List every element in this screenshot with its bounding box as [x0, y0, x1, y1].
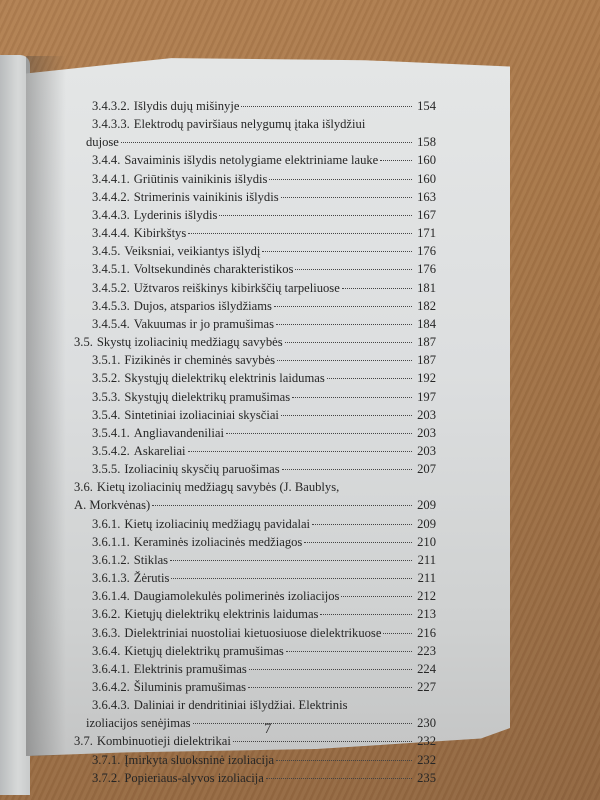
- dot-leader: [188, 233, 412, 234]
- dot-leader: [281, 415, 412, 416]
- entry-title: Vakuumas ir jo pramušimas: [133, 316, 275, 331]
- dot-leader: [269, 179, 412, 180]
- entry-title: Įmirkyta sluoksninė izoliacija: [124, 752, 275, 767]
- entry-number: 3.4.5.1.: [92, 262, 130, 277]
- entry-page: 213: [417, 607, 436, 622]
- entry-title: Žėrutis: [133, 571, 170, 586]
- entry-title: Kibirkštys: [133, 226, 187, 241]
- entry-page: 160: [417, 153, 436, 168]
- toc-entry: [86, 642, 436, 660]
- dot-leader: [193, 723, 412, 724]
- toc-entry: [86, 551, 436, 569]
- dot-leader: [383, 633, 412, 634]
- entry-page: 212: [417, 589, 436, 604]
- left-page-edge: [0, 55, 30, 795]
- dot-leader: [320, 614, 412, 615]
- dot-leader: [249, 669, 412, 670]
- toc-entry-continuation: [86, 133, 436, 151]
- dot-leader: [266, 778, 412, 779]
- entry-title: Daugiamolekulės polimerinės izoliacijos: [133, 589, 340, 604]
- entry-page: 230: [417, 716, 436, 731]
- dot-leader: [292, 397, 412, 398]
- entry-page: 224: [417, 661, 436, 676]
- toc-entry: [86, 242, 436, 260]
- entry-title: Popieriaus-alyvos izoliacija: [124, 770, 264, 785]
- entry-title: Skystų izoliacinių medžiagų savybės: [96, 335, 283, 350]
- entry-title: Savaiminis išlydis netolygiame elektriniame lauke: [124, 153, 379, 168]
- entry-number: 3.6.1.2.: [92, 552, 130, 567]
- entry-title-continued: dujose: [86, 135, 119, 150]
- toc-entry: [74, 732, 436, 750]
- entry-page: 232: [417, 752, 436, 767]
- entry-title: Strimerinis vainikinis išlydis: [133, 189, 279, 204]
- entry-title: Dielektriniai nuostoliai kietuosiuose dielektrikuose: [124, 625, 382, 640]
- entry-page: 232: [417, 734, 436, 749]
- dot-leader: [152, 505, 412, 506]
- toc-entry: [86, 751, 436, 769]
- entry-number: 3.6.2.: [92, 607, 121, 622]
- entry-page: 211: [417, 552, 436, 567]
- toc-entry: [86, 605, 436, 623]
- dot-leader: [262, 251, 412, 252]
- entry-title-continued: A. Morkvėnas): [74, 498, 151, 513]
- entry-number: 3.4.4.2.: [92, 189, 130, 204]
- entry-number: 3.5.4.2.: [92, 443, 130, 458]
- toc-entry: [86, 515, 436, 533]
- toc-entry: [86, 279, 436, 297]
- entry-page: 176: [417, 244, 436, 259]
- dot-leader: [380, 160, 412, 161]
- toc-entry: [86, 115, 436, 133]
- entry-page: 216: [417, 625, 436, 640]
- entry-title: Kombinuotieji dielektrikai: [96, 734, 231, 749]
- toc-entry: [86, 206, 436, 224]
- entry-title: Kietų izoliacinių medžiagų pavidalai: [124, 516, 311, 531]
- dot-leader: [276, 324, 412, 325]
- entry-page: 184: [417, 316, 436, 331]
- toc-entry: [86, 188, 436, 206]
- entry-page: 207: [417, 462, 436, 477]
- entry-page: 158: [417, 135, 436, 150]
- page-number: 7: [264, 721, 272, 737]
- entry-number: 3.5.5.: [92, 462, 121, 477]
- entry-page: 235: [417, 770, 436, 785]
- entry-title: Šiluminis pramušimas: [133, 680, 247, 694]
- toc-entry: [86, 678, 436, 696]
- toc-entry: [86, 569, 436, 587]
- dot-leader: [276, 760, 412, 761]
- entry-page: 160: [417, 171, 436, 186]
- entry-page: 171: [417, 226, 436, 241]
- toc-entry: [86, 260, 436, 278]
- dot-leader: [341, 596, 412, 597]
- toc-entry: [86, 97, 436, 115]
- toc-entry: [86, 587, 436, 605]
- toc-entry: [86, 533, 436, 551]
- entry-number: 3.5.4.: [92, 407, 121, 422]
- toc-entry: [86, 406, 436, 424]
- entry-title: Elektrinis pramušimas: [133, 661, 247, 676]
- entry-page: 163: [417, 189, 436, 204]
- entry-title: Griūtinis vainikinis išlydis: [133, 171, 268, 186]
- entry-title: Kietųjų dielektrikų elektrinis laidumas: [124, 607, 319, 622]
- entry-number: 3.6.1.: [92, 516, 121, 531]
- entry-number: 3.6.4.2.: [92, 680, 130, 694]
- entry-title: Elektrodų paviršiaus nelygumų įtaka išlydžiui: [133, 117, 366, 132]
- toc-entry: [86, 170, 436, 188]
- toc-entry: [86, 151, 436, 169]
- toc-entry: [86, 624, 436, 642]
- entry-page: 167: [417, 207, 436, 222]
- entry-title: Fizikinės ir cheminės savybės: [124, 353, 276, 368]
- entry-title-continued: izoliacijos senėjimas: [86, 716, 191, 731]
- toc-entry: [86, 460, 436, 478]
- toc-entry: [86, 297, 436, 315]
- dot-leader: [171, 578, 412, 579]
- entry-page: 203: [417, 407, 436, 422]
- entry-number: 3.4.5.2.: [92, 280, 130, 295]
- entry-page: 227: [417, 680, 436, 694]
- entry-page: 154: [417, 99, 436, 113]
- toc-entry: [86, 224, 436, 242]
- entry-page: 211: [417, 571, 436, 586]
- entry-title: Angliavandeniliai: [133, 425, 225, 440]
- dot-leader: [277, 360, 412, 361]
- entry-page: 203: [417, 443, 436, 458]
- entry-title: Askareliai: [133, 443, 186, 458]
- entry-title: Sintetiniai izoliaciniai skysčiai: [124, 407, 279, 422]
- entry-title: Kietųjų dielektrikų pramušimas: [124, 643, 284, 658]
- entry-number: 3.4.5.3.: [92, 298, 130, 313]
- toc-entry: [74, 333, 436, 351]
- dot-leader: [248, 687, 412, 688]
- entry-title: Išlydis dujų mišinyje: [133, 99, 240, 113]
- entry-number: 3.4.5.: [92, 244, 121, 259]
- toc-entry: [86, 388, 436, 406]
- entry-title: Lyderinis išlydis: [133, 207, 218, 222]
- entry-title: Daliniai ir dendritiniai išlydžiai. Elektrinis: [133, 698, 348, 713]
- entry-number: 3.6.3.: [92, 625, 121, 640]
- entry-number: 3.5.1.: [92, 353, 121, 368]
- entry-title: Užtvaros reiškinys kibirkščių tarpeliuose: [133, 280, 340, 295]
- entry-number: 3.7.1.: [92, 752, 121, 767]
- entry-title: Kietų izoliacinių medžiagų savybės (J. Baublys,: [96, 480, 340, 495]
- toc-entry: [86, 424, 436, 442]
- entry-page: 187: [417, 353, 436, 368]
- entry-number: 3.4.4.: [92, 153, 121, 168]
- toc-entry: [74, 478, 436, 496]
- entry-number: 3.4.3.3.: [92, 117, 130, 132]
- entry-title: Dujos, atsparios išlydžiams: [133, 298, 272, 313]
- entry-page: 223: [417, 643, 436, 658]
- entry-number: 3.6.1.4.: [92, 589, 130, 604]
- toc-entry: [86, 351, 436, 369]
- toc-entry: [86, 369, 436, 387]
- entry-title: Veiksniai, veikiantys išlydį: [124, 244, 261, 259]
- entry-number: 3.5.: [74, 335, 93, 350]
- dot-leader: [226, 433, 412, 434]
- entry-page: 210: [417, 534, 436, 549]
- entry-title: Keraminės izoliacinės medžiagos: [133, 534, 303, 549]
- entry-page: 176: [417, 262, 436, 277]
- entry-number: 3.6.1.1.: [92, 534, 130, 549]
- entry-title: Skystųjų dielektrikų elektrinis laidumas: [124, 371, 325, 386]
- dot-leader: [281, 197, 412, 198]
- entry-number: 3.5.3.: [92, 389, 121, 404]
- entry-number: 3.7.2.: [92, 770, 121, 785]
- toc-entry: [86, 769, 436, 787]
- dot-leader: [285, 342, 412, 343]
- entry-title: Skystųjų dielektrikų pramušimas: [124, 389, 291, 404]
- entry-number: 3.6.4.3.: [92, 698, 130, 713]
- dot-leader: [233, 741, 412, 742]
- entry-number: 3.4.3.2.: [92, 99, 130, 113]
- entry-number: 3.4.4.3.: [92, 207, 130, 222]
- dot-leader: [342, 288, 412, 289]
- entry-page: 209: [417, 498, 436, 513]
- dot-leader: [219, 215, 412, 216]
- entry-title: Voltsekundinės charakteristikos: [133, 262, 294, 277]
- table-of-contents: [74, 97, 436, 787]
- toc-entry: [86, 696, 436, 714]
- entry-number: 3.6.1.3.: [92, 571, 130, 586]
- entry-number: 3.7.: [74, 734, 93, 749]
- dot-leader: [304, 542, 412, 543]
- entry-number: 3.6.: [74, 480, 93, 495]
- entry-title: Stiklas: [133, 552, 169, 567]
- dot-leader: [241, 106, 412, 107]
- toc-entry-continuation: [74, 496, 436, 514]
- entry-number: 3.5.4.1.: [92, 425, 130, 440]
- toc-entry: [86, 442, 436, 460]
- dot-leader: [274, 306, 412, 307]
- entry-number: 3.4.4.4.: [92, 226, 130, 241]
- entry-page: 209: [417, 516, 436, 531]
- entry-page: 181: [417, 280, 436, 295]
- entry-page: 197: [417, 389, 436, 404]
- dot-leader: [295, 269, 412, 270]
- toc-entry: [86, 660, 436, 678]
- entry-number: 3.4.5.4.: [92, 316, 130, 331]
- dot-leader: [282, 469, 412, 470]
- dot-leader: [312, 524, 412, 525]
- dot-leader: [170, 560, 412, 561]
- dot-leader: [286, 651, 412, 652]
- dot-leader: [121, 142, 412, 143]
- entry-page: 182: [417, 298, 436, 313]
- toc-entry: [86, 315, 436, 333]
- dot-leader: [188, 451, 412, 452]
- dot-leader: [327, 378, 412, 379]
- entry-number: 3.4.4.1.: [92, 171, 130, 186]
- entry-number: 3.5.2.: [92, 371, 121, 386]
- entry-page: 203: [417, 425, 436, 440]
- entry-page: 187: [417, 335, 436, 350]
- entry-number: 3.6.4.: [92, 643, 121, 658]
- entry-page: 192: [417, 371, 436, 386]
- entry-title: Izoliacinių skysčių paruošimas: [124, 462, 280, 477]
- entry-number: 3.6.4.1.: [92, 661, 130, 676]
- toc-entry-continuation: [86, 714, 436, 732]
